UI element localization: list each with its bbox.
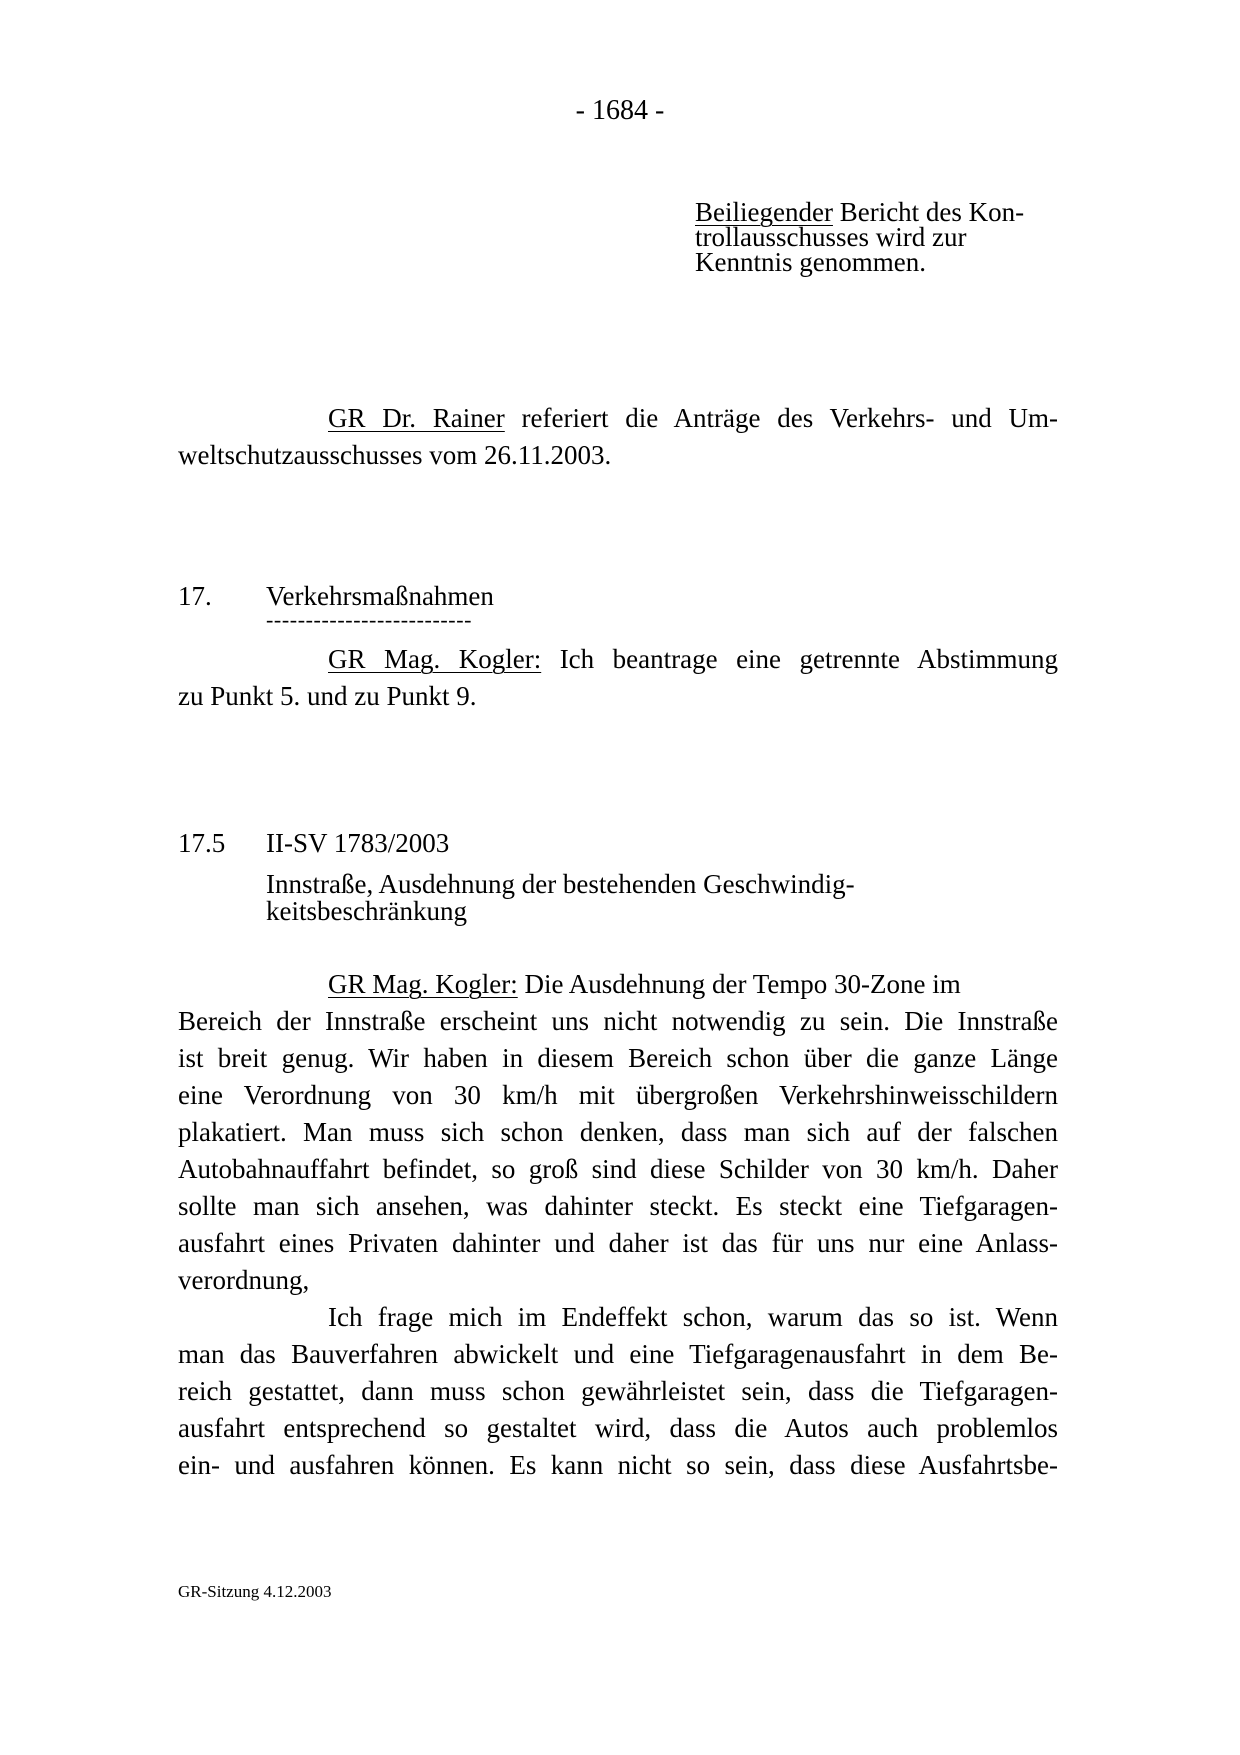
report-intro-line-2: weltschutzausschusses vom 26.11.2003.: [178, 440, 612, 470]
report-intro: [178, 400, 1058, 474]
item-17-5-para-1-line: Bereich der Innstraße erscheint uns nicht notwendig zu sein. Die Innstraße: [178, 1006, 1058, 1036]
page-number: - 1684 -: [575, 95, 665, 126]
item-17-statement-line-1-rest: Ich beantrage eine getrennte Abstimmung: [541, 644, 1058, 674]
item-17-5-statement: [178, 966, 1058, 1484]
report-intro-line-1-rest: referiert die Anträge des Verkehrs- und Um-: [504, 403, 1059, 433]
item-17-statement: [178, 641, 1058, 715]
resolution-underlined-word: Beiliegender: [695, 197, 833, 227]
item-17-5-para-1-line: eine Verordnung von 30 km/h mit übergroßen Verkehrshinweisschildern: [178, 1080, 1058, 1110]
item-17-5-para-2-line: ausfahrt entsprechend so gestaltet wird, dass die Autos auch problemlos: [178, 1413, 1058, 1443]
item-17-5-subject-line-1: Innstraße, Ausdehnung der bestehenden Geschwindig-: [266, 869, 855, 899]
resolution-note: [695, 197, 1075, 277]
item-17-5-number: 17.5: [178, 828, 226, 858]
item-17-title-underline-dashes: --------------------------: [266, 607, 473, 632]
item-17-5-para-1-line: sollte man sich ansehen, was dahinter steckt. Es steckt eine Tiefgaragen-: [178, 1191, 1058, 1221]
item-17-5-para-1-line: Autobahnauffahrt befindet, so groß sind diese Schilder von 30 km/h. Daher: [178, 1154, 1058, 1184]
item-17-5-para-1-line: ausfahrt eines Privaten dahinter und daher ist das für uns nur eine Anlass-: [178, 1228, 1058, 1258]
item-17-5-para-1-line-1: [178, 966, 1058, 1003]
item-17-5-para-1-line-1-rest: Die Ausdehnung der Tempo 30-Zone im: [517, 969, 961, 999]
item-17-5-para-1-line: verordnung,: [178, 1265, 310, 1295]
item-17-statement-line-1: [178, 641, 1058, 678]
item-17-5-subject-line-2: keitsbeschränkung: [266, 896, 467, 926]
item-17-title: Verkehrsmaßnahmen: [266, 581, 494, 611]
item-17-speaker: GR Mag. Kogler:: [328, 644, 542, 674]
item-17-5-para-1-line: plakatiert. Man muss sich schon denken, dass man sich auf der falschen: [178, 1117, 1058, 1147]
item-17-5-file-reference: II-SV 1783/2003: [266, 828, 450, 858]
resolution-line-1-rest: Bericht des Kon-: [832, 197, 1025, 227]
item-17-5-speaker: GR Mag. Kogler:: [328, 969, 518, 999]
item-17-5-para-2-line: man das Bauverfahren abwickelt und eine Tiefgaragenausfahrt in dem Be-: [178, 1339, 1058, 1369]
item-17-number: 17.: [178, 581, 212, 611]
resolution-note-line-3: Kenntnis genommen.: [695, 247, 926, 277]
footer-session-date: GR-Sitzung 4.12.2003: [178, 1582, 332, 1601]
item-17-5-para-2-line-1-text: Ich frage mich im Endeffekt schon, warum das so ist. Wenn: [328, 1302, 1058, 1332]
item-17-5-para-2-line-1: [178, 1299, 1058, 1336]
item-17-5-para-2-line: reich gestattet, dann muss schon gewährleistet sein, dass die Tiefgaragen-: [178, 1376, 1058, 1406]
item-17-5-para-1-line: ist breit genug. Wir haben in diesem Bereich schon über die ganze Länge: [178, 1043, 1058, 1073]
resolution-note-line-2: trollausschusses wird zur: [695, 222, 967, 252]
item-17-5-para-2-line: ein- und ausfahren können. Es kann nicht so sein, dass diese Ausfahrtsbe-: [178, 1450, 1058, 1480]
item-17-5-subject: [266, 871, 855, 925]
item-17-statement-line-2: zu Punkt 5. und zu Punkt 9.: [178, 681, 477, 711]
report-speaker: GR Dr. Rainer: [328, 403, 505, 433]
report-intro-line-1: [178, 400, 1058, 437]
